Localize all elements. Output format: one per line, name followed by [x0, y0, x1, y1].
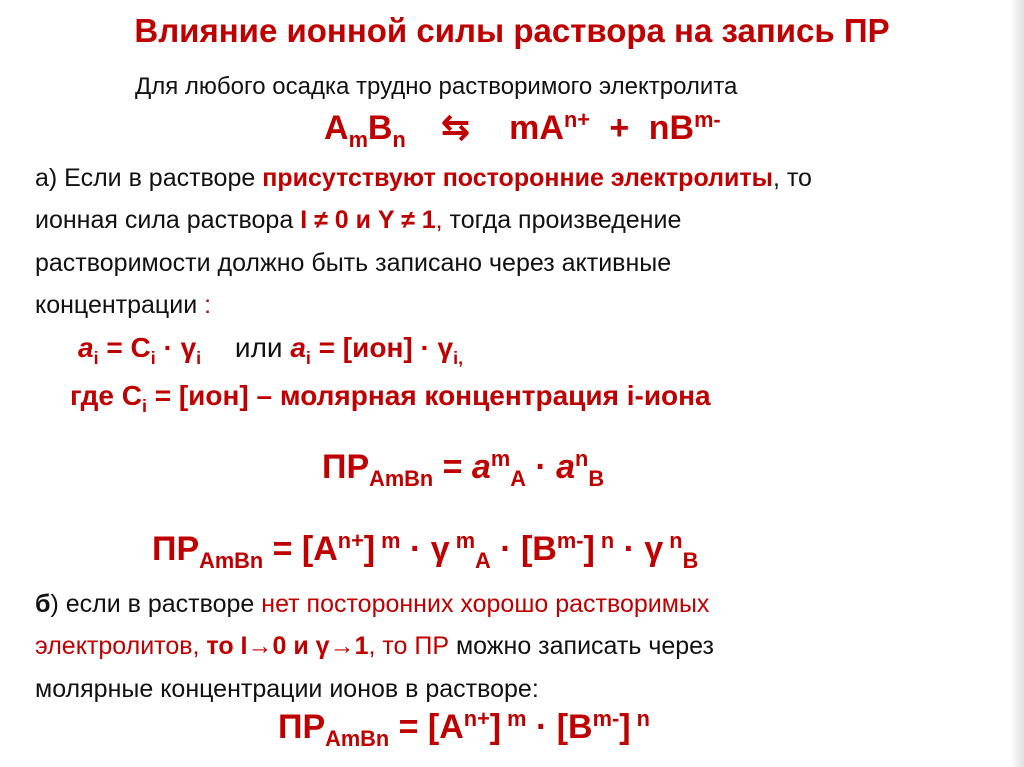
f2-charge-a: n+ — [337, 528, 364, 554]
dissociation-equation — [324, 107, 721, 153]
act-a: a — [78, 332, 94, 363]
act-sub-i: i — [93, 347, 99, 368]
f2-sub-b: B — [682, 548, 699, 574]
act-a: a — [290, 332, 306, 363]
part-b-line-3: молярные концентрации ионов в растворе: — [35, 675, 539, 703]
part-b-highlight: нет посторонних хорошо растворимых — [261, 590, 710, 618]
part-b-text: можно записать через — [449, 632, 714, 660]
eq-rhs2: nB — [648, 109, 695, 147]
part-b-highlight: , то ПР — [368, 632, 450, 660]
eq-sub-n: n — [392, 127, 406, 153]
intro-text: Для любого осадка трудно растворимого электролита — [135, 73, 738, 100]
f2-close: ] — [583, 530, 595, 568]
part-b-line-2 — [35, 632, 714, 661]
f1-pr: ПР — [322, 448, 370, 486]
f2-pr: ПР — [152, 530, 200, 568]
f3-close: ] — [489, 708, 502, 746]
f2-charge-b: m- — [556, 528, 584, 554]
eq-rhs2-charge: m- — [694, 107, 721, 133]
f3-charge-a: n+ — [463, 706, 490, 732]
f2-sub: AmBn — [199, 548, 264, 574]
act-sub-i: i — [196, 347, 202, 368]
f3-eq: = [A — [389, 708, 464, 746]
f2-exp-n2: n — [663, 528, 683, 554]
act-or: или — [234, 332, 291, 363]
solubility-product-expanded — [152, 528, 699, 574]
part-a-condition: I ≠ 0 и Y ≠ 1 — [300, 206, 436, 234]
f3-pr: ПР — [278, 708, 326, 746]
part-b-condition: то I→0 и γ→1 — [199, 632, 369, 660]
act-eq-ion: = [ион] · γ — [310, 332, 454, 363]
slide-title: Влияние ионной силы раствора на запись ПР — [134, 12, 890, 49]
f1-sup-m: m — [490, 446, 511, 472]
f1-a: a — [471, 448, 491, 486]
def-text: = [ион] – молярная концентрация i-иона — [146, 380, 711, 411]
part-a-text: а) Если в растворе — [35, 164, 263, 192]
f1-dot: · — [525, 448, 557, 486]
part-a-line-3: растворимости должно быть записано через активные — [35, 249, 672, 277]
f2-dot: · — [614, 530, 645, 568]
eq-rhs1: mA — [509, 109, 564, 147]
eq-plus: + — [609, 109, 630, 147]
f2-exp-m2: m — [449, 528, 476, 554]
def-prefix: где C — [70, 380, 142, 411]
part-a-text: концентрации — [35, 291, 205, 319]
slide-edge-shadow — [1010, 0, 1024, 767]
part-b-text: ) если в растворе — [50, 590, 262, 618]
part-b-highlight: электролитов, — [35, 632, 200, 660]
f1-sub-a: A — [510, 466, 526, 492]
f2-dot: · — [400, 530, 431, 568]
definition-line — [70, 380, 711, 416]
act-eq-c: = C — [98, 332, 151, 363]
f1-sub-b: B — [588, 466, 605, 492]
act-sub-tail: i, — [453, 347, 464, 368]
f1-a: a — [556, 448, 576, 486]
f3-exp-n: n — [630, 706, 650, 732]
f3-exp-m: m — [501, 706, 527, 732]
f3-sub: AmBn — [325, 726, 390, 752]
act-dot-gamma: · γ — [155, 332, 197, 363]
part-a-text: ионная сила раствора — [35, 206, 301, 234]
part-a-comma: , — [435, 206, 443, 234]
f2-gamma: γ — [644, 530, 664, 568]
act-sub-i: i — [150, 347, 156, 368]
solubility-product-activity — [322, 446, 605, 492]
def-sub-i: i — [141, 395, 147, 416]
part-a-line-1 — [35, 164, 812, 193]
part-a-line-4 — [35, 291, 211, 320]
f1-eq: = — [433, 448, 472, 486]
f2-sub-a: A — [475, 548, 491, 574]
part-a-colon: : — [204, 291, 212, 319]
solubility-product-molar — [278, 706, 650, 752]
act-sub-i: i — [305, 347, 311, 368]
f1-sub: AmBn — [369, 466, 434, 492]
f2-exp-n: n — [594, 528, 615, 554]
f2-dot-b: · [B — [490, 530, 557, 568]
f2-exp-m: m — [375, 528, 401, 554]
part-b-line-1 — [35, 590, 709, 619]
eq-rhs1-charge: n+ — [563, 107, 590, 133]
f1-sup-n: n — [575, 446, 589, 472]
part-a-line-2 — [35, 206, 681, 235]
eq-sub-m: m — [348, 127, 368, 153]
activity-formula — [78, 332, 464, 368]
part-a-highlight: присутствуют посторонние электролиты — [262, 164, 773, 192]
f3-charge-b: m- — [592, 706, 620, 732]
f3-close: ] — [619, 708, 631, 746]
f2-gamma: γ — [430, 530, 450, 568]
f2-close: ] — [363, 530, 376, 568]
eq-a: A — [324, 109, 349, 147]
part-a-text: тогда произведение — [442, 206, 682, 234]
part-b-letter: б — [35, 590, 51, 618]
f2-eq: = [A — [263, 530, 338, 568]
part-a-text: , то — [772, 164, 812, 192]
f3-dot-b: · [B — [526, 708, 593, 746]
eq-b: B — [367, 109, 393, 147]
equilibrium-arrow-icon: ⇆ — [441, 109, 470, 147]
